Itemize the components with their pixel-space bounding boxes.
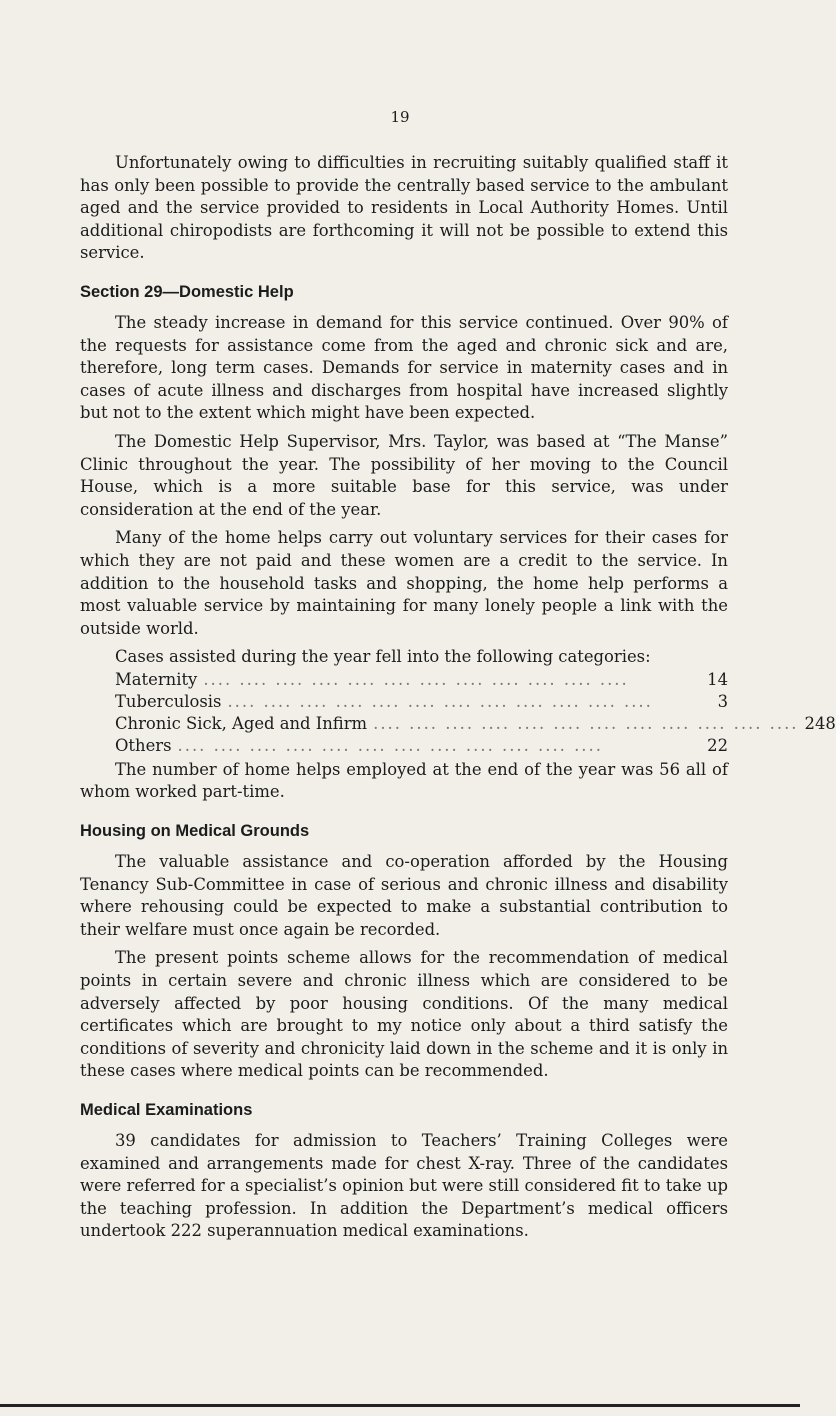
paragraph: The present points scheme allows for the recommendation of medical points in certain severe and chronic illness which are considered to be adversely affected by poor housing conditions. Of the many medical certificates which are brought to my notice only about a third satisfy the conditions of severity and chronicity laid down in the scheme and it is only in these cases where medical points can be recommended.: [80, 948, 728, 1081]
paragraph: The valuable assistance and co-operation afforded by the Housing Tenancy Sub-Committee in case of serious and chronic illness and disability where rehousing could be expected to make a substantial contribution to their welfare must once again be recorded.: [80, 852, 728, 939]
intro-paragraph: Unfortunately owing to difficulties in recruiting suitably qualified staff it has only been possible to provide the centrally based service to the ambulant aged and the service provided to residents in Local Authority Homes. Until additional chiropodists are forthcoming it will not be possible to extend this service.: [80, 153, 728, 263]
case-value: 22: [707, 735, 728, 755]
paragraph: The number of home helps employed at the end of the year was 56 all of whom worked part-time.: [80, 759, 728, 802]
page-content: [80, 152, 836, 1249]
leader-dots: .... .... .... .... .... .... .... .... .... .... .... ....: [227, 691, 653, 711]
section-heading: Section 29—Domestic Help: [80, 282, 294, 301]
leader-dots: .... .... .... .... .... .... .... .... .... .... .... ....: [177, 735, 603, 755]
case-row: [80, 713, 836, 735]
paragraph: Cases assisted during the year fell into the following categories:: [115, 647, 651, 667]
case-row: [80, 735, 728, 757]
paragraph: The steady increase in demand for this service continued. Over 90% of the requests for assistance come from the aged and chronic sick and are, therefore, long term cases. Demands for service in maternity cases and in cases of acute illness and discharges from hospital have increased slightly but not to the extent which might have been expected.: [80, 312, 728, 423]
leader-dots: .... .... .... .... .... .... .... .... .... .... .... ....: [203, 669, 629, 689]
leader-dots: .... .... .... .... .... .... .... .... .... .... .... ....: [373, 713, 799, 733]
case-value: 14: [707, 669, 728, 689]
section-heading: Medical Examinations: [80, 1101, 253, 1119]
case-row: [80, 669, 728, 691]
paragraph: 39 candidates for admission to Teachers’ Training Colleges were examined and arrangements made for chest X-ray. Three of the candidates were referred for a specialist’s opinion but were still considered fit to take up the teaching profession. In addition the Department’s medical officers undertook 222 superannuation medical examinations.: [80, 1131, 728, 1241]
page-number: 19: [390, 108, 410, 126]
case-value: 248: [804, 713, 836, 733]
page-bottom-rule: [0, 1404, 800, 1407]
paragraph: Many of the home helps carry out voluntary services for their cases for which they are not paid and these women are a credit to the service. In addition to the household tasks and shopping, the home help performs a most valuable service by maintaining for many lonely people a link with the outside world.: [80, 528, 728, 638]
case-label: Chronic Sick, Aged and Infirm: [115, 713, 368, 733]
domestic-help-section: [80, 282, 836, 804]
section-heading: Housing on Medical Grounds: [80, 822, 310, 841]
paragraph: The Domestic Help Supervisor, Mrs. Taylor, was based at “The Manse” Clinic throughout the year. The possibility of her moving to the Council House, which is a more suitable base for this service, was under consideration at the end of the year.: [80, 431, 728, 519]
case-row: [80, 691, 728, 713]
case-categories-list: [80, 669, 836, 757]
case-value: 3: [717, 691, 728, 711]
housing-section: [80, 822, 728, 1083]
case-label: Others: [115, 735, 172, 755]
case-label: Maternity: [115, 669, 198, 689]
case-label: Tuberculosis: [115, 691, 222, 711]
medical-examinations-section: [80, 1101, 728, 1243]
